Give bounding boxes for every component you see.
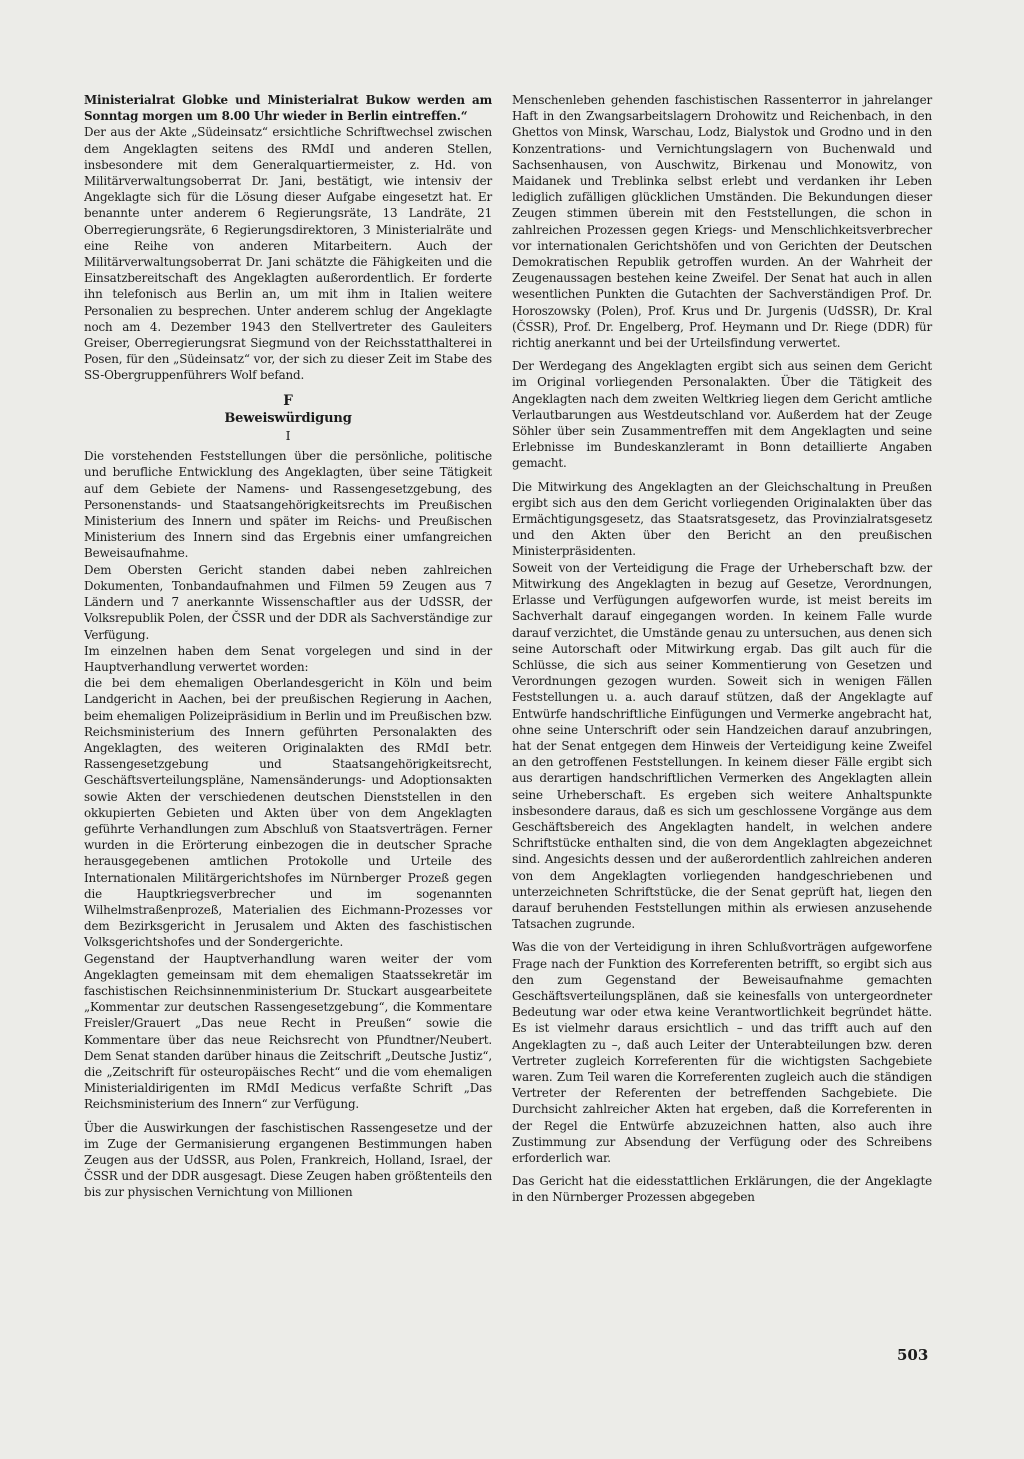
paragraph-akten: die bei dem ehemaligen Oberlandesgericht in Köln und beim Landgericht in Aachen, bei der preußischen Regierung in Aachen, beim ehemaligen Polizeipräsidium in Berlin und im Preußischen bzw. Reichsministerium des Innern geführten Personalakten des Angeklagten, des weiteren Originalakten des RMdI betr. Rassengesetzgebung und Staatsangehörigkeitsrecht, Geschäftsverteilungspläne, Namensänderungs- und Adoptionsakten sowie Akten der verschiedenen deutschen Dienststellen in den okkupierten Gebieten und Akten über von dem Angeklagten geführte Verhandlungen zum Abschluß von Staatsverträgen. Ferner wurden in die Erörterung einbezogen die in deutscher Sprache herausgegebenen amtlichen Protokolle und Urteile des Internationalen Militärgerichtshofes im Nürnberger Prozeß gegen die Hauptkriegsverbrecher und im sogenannten Wilhelmstraßenprozeß, Materialien des Eichmann-Prozesses vor dem Bezirksgericht in Jerusalem und Akten des faschistischen Volksgerichtshofes und der Sondergerichte.: [84, 676, 492, 950]
paragraph-rassenterror: Menschenleben gehenden faschistischen Rassenterror in jahrelanger Haft in den Zwangsarbeitslagern Drohowitz und Reichenbach, in den Ghettos von Minsk, Warschau, Lodz, Bialystok und Grodno und in den Konzentrations- und Vernichtungslagern von Buchenwald und Sachsenhausen, von Auschwitz, Birkenau und Monowitz, von Maidanek und Treblinka selbst erlebt und verdanken ihr Leben lediglich zufälligen glücklichen Umständen. Die Bekundungen dieser Zeugen stimmen überein mit den Feststellungen, die schon in zahlreichen Prozessen gegen Kriegs- und Menschlichkeitsverbrecher vor internationalen Gerichtshöfen und von Gerichten der Deutschen Demokratischen Republik getroffen wurden. An der Wahrheit der Zeugenaussagen bestehen keine Zweifel. Der Senat hat auch in allen wesentlichen Punkten die Gutachten der Sachverständigen Prof. Dr. Horoszowsky (Polen), Prof. Krus und Dr. Jurgenis (UdSSR), Dr. Kral (ČSSR), Prof. Dr. Engelberg, Prof. Heymann und Dr. Riege (DDR) für richtig anerkannt und bei der Urteilsfindung verwertet.: [512, 93, 932, 351]
paragraph-quote-end: Ministerialrat Globke und Ministerialrat Bukow werden am Sonntag morgen um 8.00 Uhr wieder in Berlin eintreffen.“: [84, 93, 492, 124]
page-number: 503: [897, 1346, 929, 1364]
section-roman-numeral: I: [285, 428, 291, 444]
paragraph-beweismittel: Dem Obersten Gericht standen dabei neben zahlreichen Dokumenten, Tonbandaufnahmen und Filmen 59 Zeugen aus 7 Ländern und 7 anerkannte Wissenschaftler aus der UdSSR, der Volksrepublik Polen, der ČSSR und der DDR als Sachverständige zur Verfügung.: [84, 562, 492, 642]
paragraph-zeugen: Über die Auswirkungen der faschistischen Rassengesetze und der im Zuge der Germanisierung ergangenen Bestimmungen haben Zeugen aus der UdSSR, aus Polen, Frankreich, Holland, Israel, der ČSSR und der DDR ausgesagt. Diese Zeugen haben größtenteils den bis zur physischen Vernichtung von Millionen: [84, 1120, 492, 1200]
paragraph-kommentare: Gegenstand der Hauptverhandlung waren weiter der vom Angeklagten gemeinsam mit dem ehemaligen Staatssekretär im faschistischen Reichsinnenministerium Dr. Stuckart ausgearbeitete „Kommentar zur deutschen Rassengesetzgebung“, die Kommentare Freisler/Grauert „Das neue Recht in Preußen“ sowie die Kommentare über das neue Reichsrecht von Pfundtner/Neubert. Dem Senat standen darüber hinaus die Zeitschrift „Deutsche Justiz“, die „Zeitschrift für osteuropäisches Recht“ und die vom ehemaligen Ministerialdirigenten im RMdI Medicus verfaßte Schrift „Das Reichsministerium des Innern“ zur Verfügung.: [84, 951, 492, 1112]
section-title: Beweiswürdigung: [224, 410, 352, 426]
paragraph-eidesstattlich: Das Gericht hat die eidesstattlichen Erklärungen, die der Angeklagte in den Nürnberger Prozessen abgegeben: [512, 1174, 932, 1205]
paragraph-urheberschaft: Soweit von der Verteidigung die Frage der Urheberschaft bzw. der Mitwirkung des Angeklagten in bezug auf Gesetze, Verordnungen, Erlasse und Verfügungen aufgeworfen wurde, ist meist bereits im Sachverhalt darauf eingegangen worden. In keinem Falle wurde darauf verzichtet, die Umstände genau zu untersuchen, aus denen sich seine Autorschaft oder Mitwirkung ergab. Das gilt auch für die Schlüsse, die sich aus seiner Kommentierung von Gesetzen und Verordnungen gezogen wurden. Soweit sich in wenigen Fällen Feststellungen u. a. auch darauf stützen, daß der Angeklagte auf Entwürfe handschriftliche Einfügungen und Vermerke angebracht hat, ohne seine Unterschrift oder sein Handzeichen darauf anzubringen, hat der Senat entgegen dem Hinweis der Verteidigung keine Zweifel an den getroffenen Feststellungen. In keinem dieser Fälle ergibt sich aus derartigen handschriftlichen Vermerken des Angeklagten allein seine Urheberschaft. Es ergeben sich weitere Anhaltspunkte insbesondere daraus, daß es sich um geschlossene Vorgänge aus dem Geschäftsbereich des Angeklagten handelt, in welchen andere Schriftstücke enthalten sind, die von dem Angeklagten abgezeichnet sind. Angesichts dessen und der außerordentlich zahlreichen anderen von dem Angeklagten vorliegenden handgeschriebenen und unterzeichneten Schriftstücke, die der Senat geprüft hat, liegen den darauf beruhenden Feststellungen mithin als erwiesen anzusehende Tatsachen zugrunde.: [512, 560, 932, 932]
paragraph-gleichschaltung: Die Mitwirkung des Angeklagten an der Gleichschaltung in Preußen ergibt sich aus den dem Gericht vorliegenden Originalakten über das Ermächtigungsgesetz, das Staatsratsgesetz, das Provinzialratsgesetz und den Akten über den Bericht an den preußischen Ministerpräsidenten.: [512, 479, 932, 559]
paragraph-werdegang: Der Werdegang des Angeklagten ergibt sich aus seinen dem Gericht im Original vorliegenden Personalakten. Über die Tätigkeit des Angeklagten nach dem zweiten Weltkrieg liegen dem Gericht amtliche Verlautbarungen aus Westdeutschland vor. Außerdem hat der Zeuge Söhler über sein Zusammentreffen mit dem Angeklagten und seine Erlebnisse im Bundeskanzleramt in Bonn detaillierte Angaben gemacht.: [512, 359, 932, 471]
paragraph-im-einzelnen: Im einzelnen haben dem Senat vorgelegen und sind in der Hauptverhandlung verwertet worden:: [84, 643, 492, 674]
left-column: [84, 92, 492, 1201]
paragraph-korreferent: Was die von der Verteidigung in ihren Schlußvorträgen aufgeworfene Frage nach der Funktion des Korreferenten betrifft, so ergibt sich aus den zum Gegenstand der Beweisaufnahme gemachten Geschäftsverteilungsplänen, daß sie keinesfalls von untergeordneter Bedeutung war oder etwa keine Verantwortlichkeit begründet hätte. Es ist vielmehr daraus ersichtlich – und das trifft auch auf den Angeklagten zu –, daß auch Leiter der Unterabteilungen bzw. deren Vertreter zugleich Korreferenten für die wichtigsten Sachgebiete waren. Zum Teil waren die Korreferenten zugleich auch die ständigen Vertreter der Referenten der betreffenden Sachgebiete. Die Durchsicht zahlreicher Akten hat ergeben, daß die Korreferenten in der Regel die Entwürfe abzuzeichnen hatten, also auch ihre Zustimmung zur Absendung der Verfügung oder des Schreibens erforderlich war.: [512, 940, 932, 1165]
section-letter: F: [283, 392, 293, 409]
paragraph-feststellungen: Die vorstehenden Feststellungen über die persönliche, politische und berufliche Entwicklung des Angeklagten, über seine Tätigkeit auf dem Gebiete der Namens- und Rassengesetzgebung, des Personenstands- und Staatsangehörigkeitsrechts im Preußischen Ministerium des Innern und später im Reichs- und Preußischen Ministerium des Innern sind das Ergebnis einer umfangreichen Beweisaufnahme.: [84, 449, 492, 561]
paragraph-suedeinsatz: Der aus der Akte „Südeinsatz“ ersichtliche Schriftwechsel zwischen dem Angeklagten seitens des RMdI und anderen Stellen, insbesondere mit dem Generalquartiermeister, z. Hd. von Militärverwaltungsoberrat Dr. Jani, bestätigt, wie intensiv der Angeklagte sich für die Lösung dieser Aufgabe eingesetzt hat. Er benannte unter anderem 6 Regierungsräte, 13 Landräte, 21 Oberregierungsräte, 6 Regierungsdirektoren, 3 Ministerialräte und eine Reihe von anderen Mitarbeitern. Auch der Militärverwaltungsoberrat Dr. Jani schätzte die Fähigkeiten und die Einsatzbereitschaft des Angeklagten außerordentlich. Er forderte ihn telefonisch aus Berlin an, um mit ihm in Italien weitere Personalien zu besprechen. Unter anderem schlug der Angeklagte noch am 4. Dezember 1943 den Stellvertreter des Gauleiters Greiser, Oberregierungsrat Siegmund von der Reichsstatthalterei in Posen, für den „Südeinsatz“ vor, der sich zu dieser Zeit im Stabe des SS-Obergruppenführers Wolf befand.: [84, 125, 492, 383]
right-column: [512, 92, 932, 1206]
